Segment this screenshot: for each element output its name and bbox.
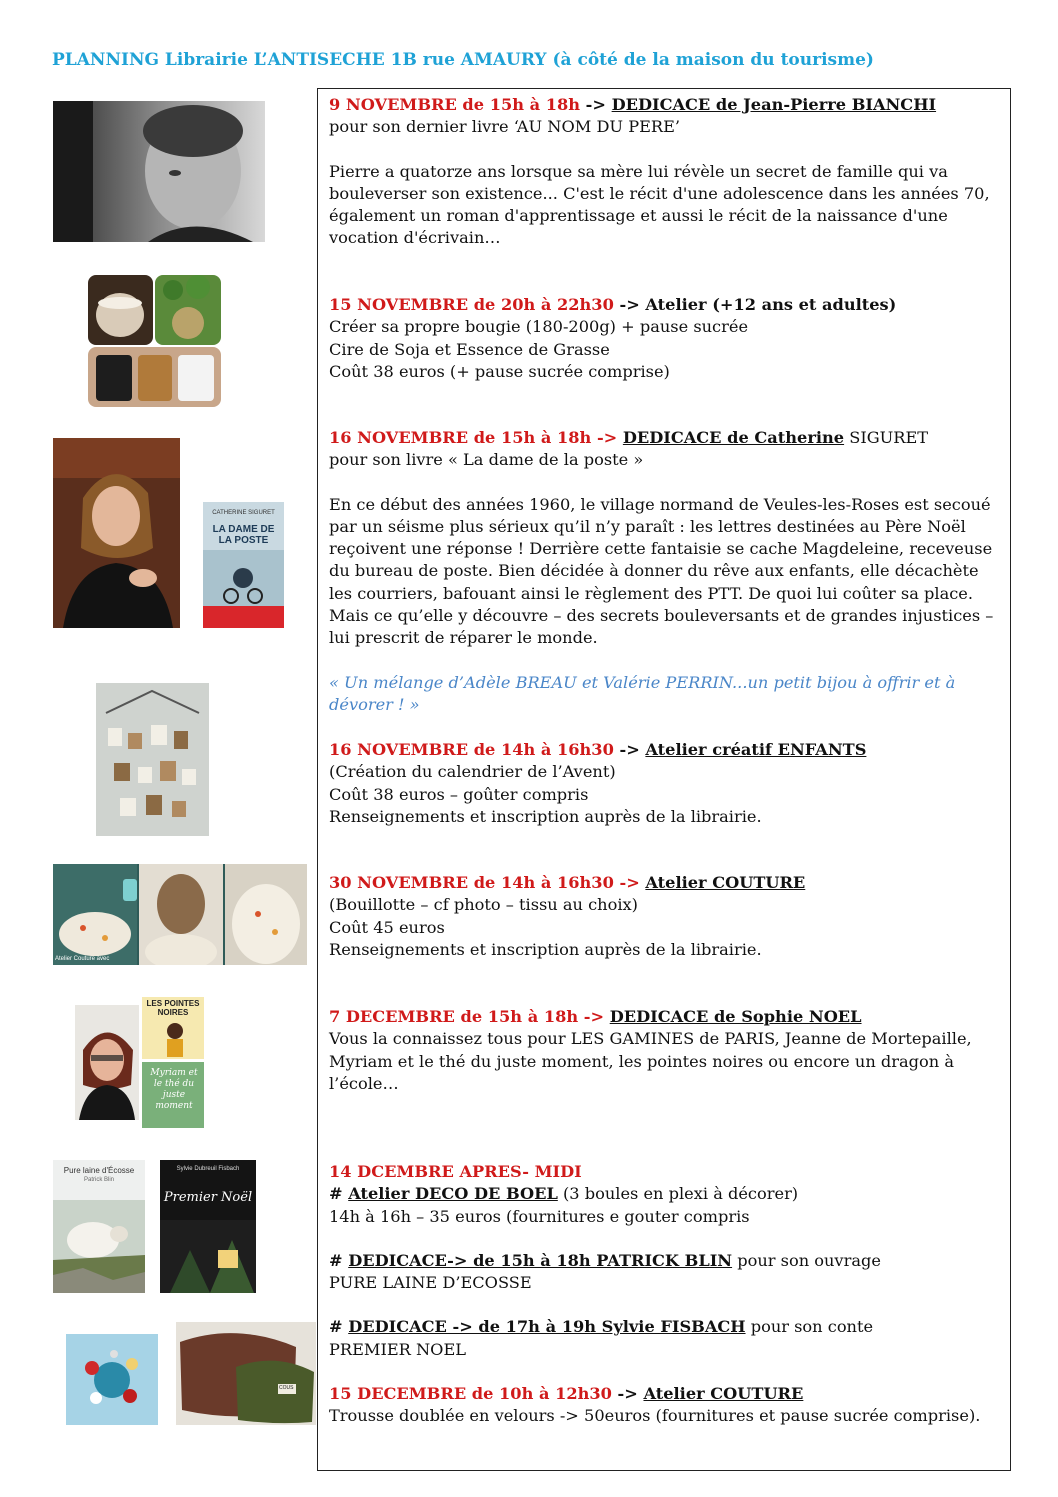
event-heading: Atelier COUTURE	[643, 1384, 804, 1403]
event-date: 7 DECEMBRE de 15h à 18h	[329, 1007, 579, 1026]
blin-cover-author: Patrick Blin	[83, 1177, 114, 1183]
pouch-label: COUS	[279, 1385, 294, 1391]
pointes-noires-cover	[142, 997, 204, 1059]
page-title: PLANNING Librairie L’ANTISECHE 1B rue AMAURY (à côté de la maison du tourisme)	[52, 50, 874, 70]
event-line: Renseignements et inscription auprès de la librairie.	[329, 806, 762, 826]
event-line: pour son livre « La dame de la poste »	[329, 450, 644, 470]
event-heading: DEDICACE-> de 15h à 18h PATRICK BLIN	[348, 1250, 733, 1270]
event-date: 16 NOVEMBRE de 14h à 16h30	[329, 740, 614, 759]
event-atelier-enfants: 16 NOVEMBRE de 14h à 16h30 -> Atelier créatif ENFANTS (Création du calendrier de l’Avent) Coût 38 euros – goûter compris Renseignements et inscription auprès de la librairie.	[329, 739, 1004, 828]
event-14-decembre: 14 DCEMBRE APRES- MIDI # Atelier DECO DE BOEL (3 boules en plexi à décorer) 14h à 16h – 35 euros (fournitures e gouter compris # DEDICACE-> de 15h à 18h PATRICK BLIN pour son ouvrage PURE LAINE D’ECOSSE # DEDICACE -> de 17h à 19h Sylvie FISBACH pour son conte PREMIER NOEL	[329, 1161, 1004, 1361]
event-date: 30 NOVEMBRE de 14h à 16h30	[329, 873, 614, 892]
couture-caption: Atelier Couture avec	[55, 956, 110, 962]
event-bougie: 15 NOVEMBRE de 20h à 22h30 -> Atelier (+12 ans et adultes) Créer sa propre bougie (180-200g) + pause sucrée Cire de Soja et Essence de Grasse Coût 38 euros (+ pause sucrée comprise)	[329, 294, 1004, 383]
cover-author: CATHERINE SIGURET	[212, 510, 275, 516]
event-quote: « Un mélange d’Adèle BREAU et Valérie PERRIN...un petit bijou à offrir et à dévorer ! »	[329, 672, 956, 714]
event-noel: 7 DECEMBRE de 15h à 18h -> DEDICACE de Sophie NOEL Vous la connaissez tous pour LES GAMINES de PARIS, Jeanne de Mortepaille, Myriam et le thé du juste moment, les pointes noires ou encore un dragon à l’école…	[329, 1006, 1004, 1095]
event-heading: Atelier créatif ENFANTS	[645, 740, 867, 759]
event-line: Renseignements et inscription auprès de la librairie.	[329, 939, 762, 959]
event-date: 9 NOVEMBRE de 15h à 18h	[329, 95, 581, 114]
fisbach-book-cover	[160, 1160, 256, 1293]
event-line: Coût 45 euros	[329, 917, 445, 937]
event-line: Créer sa propre bougie (180-200g) + pause sucrée	[329, 317, 749, 337]
velvet-pouch-photo	[176, 1322, 316, 1425]
noel-photo	[75, 1005, 139, 1120]
event-date: 16 NOVEMBRE de 15h à 18h	[329, 428, 592, 447]
event-heading: DEDICACE de Catherine	[622, 428, 845, 447]
pointes-noires-title: LES POINTES NOIRES	[146, 999, 200, 1017]
event-line: Cire de Soja et Essence de Grasse	[329, 339, 610, 359]
event-couture-bouillotte: 30 NOVEMBRE de 14h à 16h30 -> Atelier COUTURE (Bouillotte – cf photo – tissu au choix) Coût 45 euros Renseignements et inscription auprès de la librairie.	[329, 872, 1004, 961]
couture-photo	[53, 864, 307, 965]
event-heading: Atelier (+12 ans et adultes)	[645, 295, 897, 314]
advent-calendar-photo	[96, 683, 209, 836]
fisbach-cover-author: Sylvie Dubreuil Fisbach	[176, 1166, 240, 1172]
myriam-title: Myriam et le thé du juste moment	[150, 1068, 198, 1111]
event-line: Coût 38 euros – goûter compris	[329, 784, 589, 804]
blin-book-cover	[53, 1160, 145, 1293]
event-body: En ce début des années 1960, le village normand de Veules-les-Roses est secoué par un séisme plus sérieux qu’il n’y paraît : les lettres destinées au Père Noël reçoivent une réponse ! Derrière cette fantaisie se cache Magdeleine, receveuse du bureau de poste. Bien décidée à donner du rêve aux enfants, elle décachète les courriers, bafouant ainsi le règlement des PTT. De quoi lui coûter sa place. Mais ce qu’elle y découvre – des secrets bouleversants et de grandes injustices – lui prescrit de réparer le monde.	[329, 494, 994, 648]
event-body: Trousse doublée en velours -> 50euros (fournitures et pause sucrée comprise).	[329, 1406, 981, 1426]
myriam-cover	[142, 1062, 204, 1128]
event-line: PURE LAINE D’ECOSSE	[329, 1273, 532, 1293]
event-heading: Atelier DECO DE BOEL	[348, 1184, 558, 1204]
baubles-photo	[66, 1334, 158, 1425]
event-date: 14 DCEMBRE APRES- MIDI	[329, 1162, 582, 1181]
event-line: 14h à 16h – 35 euros (fournitures e gouter compris	[329, 1206, 750, 1226]
event-line: Coût 38 euros (+ pause sucrée comprise)	[329, 361, 670, 381]
cover-title: LA DAME DE LA POSTE	[212, 524, 275, 546]
event-heading: DEDICACE -> de 17h à 19h Sylvie FISBACH	[348, 1317, 746, 1337]
event-body: Pierre a quatorze ans lorsque sa mère lui révèle un secret de famille qui va bouleverser son existence... C'est le récit d'une adolescence dans les années 70, également un roman d'apprentissage et aussi le récit de la naissance d'une vocation d'écrivain…	[329, 161, 990, 248]
candles-photo	[88, 275, 222, 408]
event-date: 15 DECEMBRE de 10h à 12h30	[329, 1384, 612, 1403]
siguret-photo	[53, 438, 180, 628]
event-date: 15 NOVEMBRE de 20h à 22h30	[329, 295, 614, 314]
event-heading: Atelier COUTURE	[645, 873, 806, 892]
bianchi-photo	[53, 101, 265, 242]
event-line: (Création du calendrier de l’Avent)	[329, 762, 616, 782]
event-heading: DEDICACE de Sophie NOEL	[609, 1007, 862, 1026]
event-line: (Bouillotte – cf photo – tissu au choix)	[329, 895, 638, 915]
event-bianchi: 9 NOVEMBRE de 15h à 18h -> DEDICACE de Jean-Pierre BIANCHI pour son dernier livre ‘AU NOM DU PERE’ Pierre a quatorze ans lorsque sa mère lui révèle un secret de famille qui va bouleverser son existence... C'est le récit d'une adolescence dans les années 70, également un roman d'apprentissage et aussi le récit de la naissance d'une vocation d'écrivain…	[329, 94, 1004, 250]
blin-cover-title: Pure laine d'Écosse	[63, 1166, 135, 1175]
siguret-book-cover	[203, 502, 284, 628]
fisbach-cover-title: Premier Noël	[163, 1190, 253, 1205]
event-couture-trousse: 15 DECEMBRE de 10h à 12h30 -> Atelier COUTURE Trousse doublée en velours -> 50euros (fournitures et pause sucrée comprise).	[329, 1383, 1004, 1428]
event-line: PREMIER NOEL	[329, 1339, 467, 1359]
event-line: pour son dernier livre ‘AU NOM DU PERE’	[329, 117, 681, 137]
event-body: Vous la connaissez tous pour LES GAMINES de PARIS, Jeanne de Mortepaille, Myriam et le thé du juste moment, les pointes noires ou encore un dragon à l’école…	[329, 1029, 972, 1093]
event-heading: DEDICACE de Jean-Pierre BIANCHI	[611, 95, 937, 114]
event-siguret: 16 NOVEMBRE de 15h à 18h -> DEDICACE de Catherine SIGURET pour son livre « La dame de la poste » En ce début des années 1960, le village normand de Veules-les-Roses est secoué par un séisme plus sérieux qu’il n’y paraît : les lettres destinées au Père Noël reçoivent une réponse ! Derrière cette fantaisie se cache Magdeleine, receveuse du bureau de poste. Bien décidée à donner du rêve aux enfants, elle décachète les courriers, bafouant ainsi le règlement des PTT. De quoi lui coûter sa place. Mais ce qu’elle y découvre – des secrets bouleversants et de grandes injustices – lui prescrit de réparer le monde. « Un mélange d’Adèle BREAU et Valérie PERRIN...un petit bijou à offrir et à dévorer ! »	[329, 427, 1004, 716]
